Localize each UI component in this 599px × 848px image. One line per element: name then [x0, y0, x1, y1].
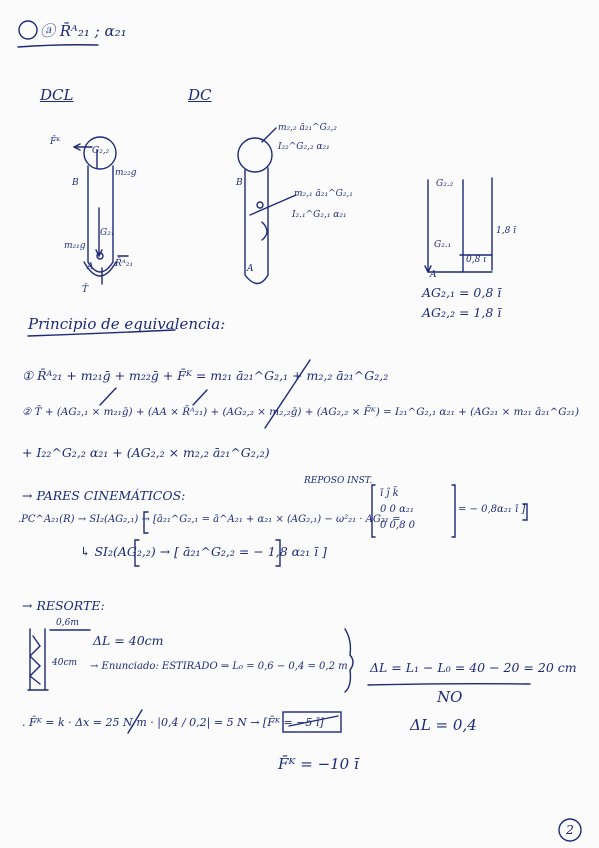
dcl-fk-label: F̄ᴷ — [50, 137, 61, 147]
dims-g22-label: G₂.₂ — [436, 179, 454, 189]
principle-title: Principio de equivalencia: — [28, 315, 226, 333]
dc-inertia-arrow — [262, 128, 276, 142]
matrix-row3: 0 0,8 0 — [380, 520, 415, 531]
header-underline — [18, 45, 98, 47]
dims-ag21: AG₂,₁ = 0,8 ī — [422, 285, 502, 300]
item-a-circle — [19, 21, 37, 39]
eq2b: + I₂₂^G₂,₂ α₂₁ + (AG₂,₂ × m₂,₂ ā₂₁^G₂,₂) — [22, 445, 270, 460]
spring-dl: ΔL = 40cm — [93, 633, 164, 648]
header-item: ⓐ R̄ᴬ₂₁ ; α₂₁ — [40, 22, 127, 40]
dims-ag22: AG₂,₂ = 1,8 ī — [422, 305, 502, 320]
eq2: ② T̄ + (AG₂,₁ × m₂₁ḡ) + (AA × R̄ᴬ₂₁) + (AG₂,₂ × m₂,₂ḡ) + (AG₂,₂ × F̄ᴷ) = I₂₁^G₂,₁ α₂₁ + (AG₂₁ × m₂₁ ā₂₁^G₂₁) — [22, 406, 579, 418]
dc-label: DC — [188, 86, 212, 104]
dcl-m22g-label: m₂₂g — [115, 168, 137, 178]
matrix-row2: 0 0 α₂₁ — [380, 504, 414, 515]
spring-calc: ΔL = L₁ − L₀ = 40 − 20 = 20 cm — [370, 660, 577, 675]
dims-a-label: A — [430, 270, 437, 280]
dc-i21-label: I₂.₁^G₂,₁ α₂₁ — [292, 210, 347, 220]
pairs-note: REPOSO INST. — [304, 476, 373, 486]
spring-title: → RESORTE: — [22, 598, 105, 613]
pairs-title: → PARES CINEMÁTICOS: — [22, 488, 186, 503]
matrix-row1: ī ĵ k̄ — [380, 488, 399, 499]
dc-m21a-label: m₂,₁ ā₂₁^G₂,₁ — [294, 189, 353, 199]
eq1: ① R̄ᴬ₂₁ + m₂₁ḡ + m₂₂ḡ + F̄ᴷ = m₂₁ ā₂₁^G₂,₁ + m₂,₂ ā₂₁^G₂,₂ — [22, 368, 389, 383]
dims-g21-label: G₂.₁ — [434, 240, 452, 250]
dims-18-label: 1,8 ī — [496, 226, 517, 236]
spring-fk: . F̄ᴷ = k · Δx = 25 N/m · |0,4 / 0,2| = 5 N → [F̄ᴷ = −5 ī] — [22, 716, 324, 729]
dcl-ra-label: R̄ᴬ₂₁ — [115, 259, 134, 269]
dcl-t-label: T̄ — [82, 285, 89, 295]
dc-i22-label: I₂₂^G₂,₂ α₂₁ — [278, 142, 330, 152]
dcl-b-label: B — [72, 178, 79, 188]
page-number: 2 — [566, 822, 574, 837]
spring-h: 40cm — [52, 658, 78, 668]
dims-08-label: 0,8 ī — [466, 255, 487, 265]
dc-a-label: A — [247, 264, 254, 274]
spring-no: NO — [437, 688, 463, 706]
dc-m22a-label: m₂,₂ ā₂₁^G₂,₂ — [278, 123, 337, 133]
spring-dl2: ΔL = 0,4 — [410, 716, 477, 734]
dc-b-label: B — [236, 178, 243, 188]
pairs-si2: ↳ SI₂(AG₂,₂) → [ ā₂₁^G₂,₂ = − 1,8 α₂₁ ī ] — [80, 544, 327, 559]
spring-stmt: → Enunciado: ESTIRADO ⇒ L₀ = 0,6 − 0,4 = 0,2 m — [90, 661, 348, 672]
dcl-g21-label: G₂₁ — [100, 228, 115, 238]
pairs-pc: .PC^A₂₁(R) → SI₂(AG₂,₁) → [ā₂₁^G₂,₁ = ā^A₂₁ + α₂₁ × (AG₂,₁) − ω²₂₁ · AG₂₁ = — [18, 514, 401, 525]
dcl-m21g-label: m₂₁g — [64, 241, 86, 251]
spring-fk2: F̄ᴷ = −10 ī — [278, 755, 359, 773]
dcl-label: DCL — [40, 86, 74, 104]
spring-w: 0,6m — [56, 618, 79, 628]
dcl-g22-label: G₂,₂ — [92, 146, 110, 156]
dcl-a-label: A — [87, 262, 94, 272]
pairs-result1: = − 0,8α₂₁ ī ] — [458, 504, 526, 515]
